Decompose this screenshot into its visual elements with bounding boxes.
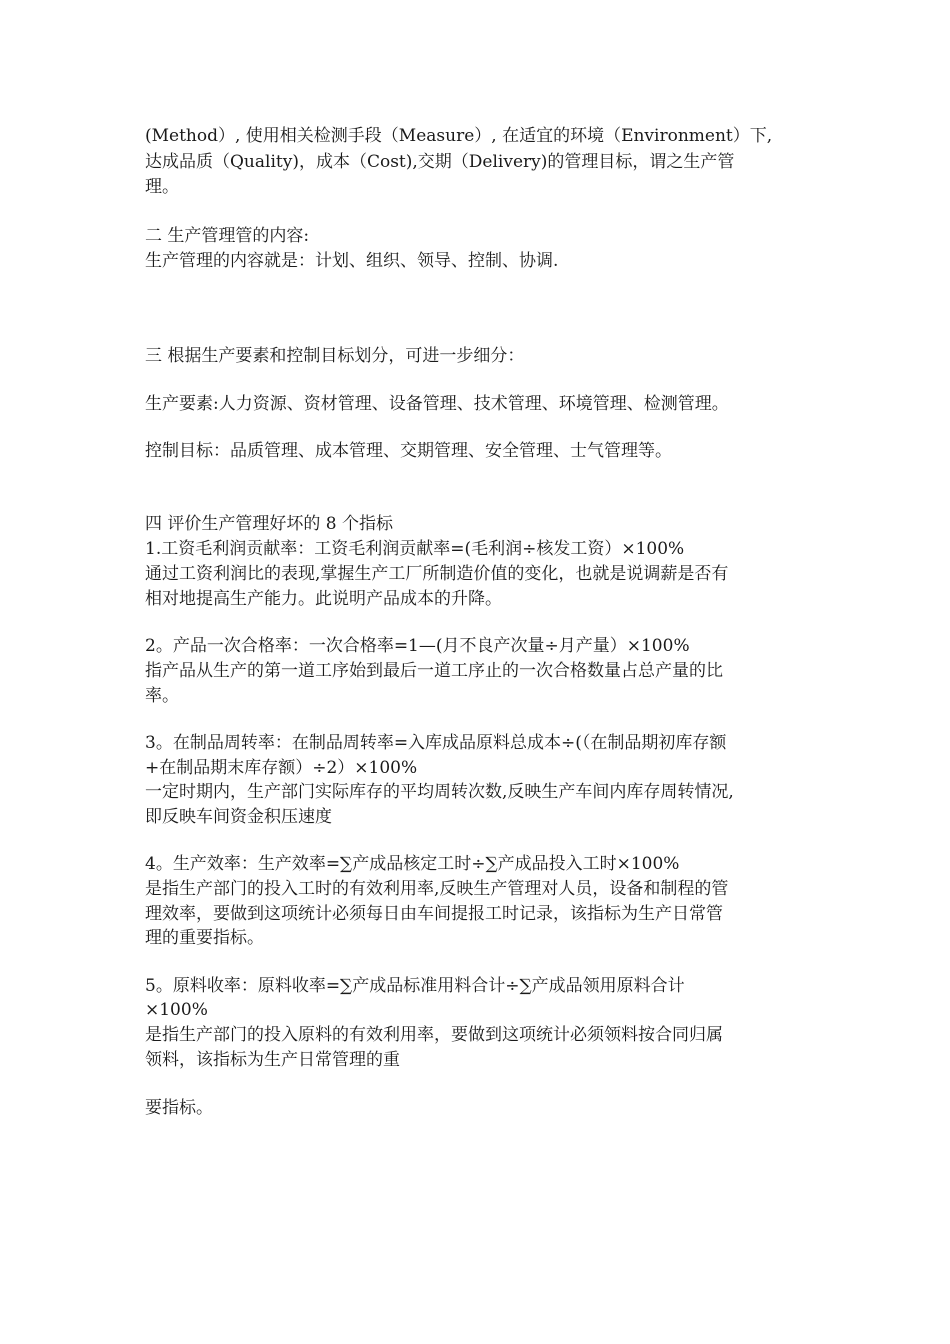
item-5-desc-2: 领料，该指标为生产日常管理的重 (145, 1050, 400, 1070)
section-2-heading: 二 生产管理管的内容: (145, 226, 310, 246)
item-1-desc-2: 相对地提高生产能力。此说明产品成本的升降。 (145, 589, 502, 609)
section-4-heading: 四 评价生产管理好坏的 8 个指标 (145, 514, 394, 534)
item-1-formula: 1.工资毛利润贡献率：工资毛利润贡献率=(毛利润÷核发工资）×100% (145, 539, 685, 559)
section-3-factors: 生产要素:人力资源、资材管理、设备管理、技术管理、环境管理、检测管理。 (145, 394, 729, 414)
item-5-formula-1: 5。原料收率：原料收率=∑产成品标准用料合计÷∑产成品领用原料合计 (145, 976, 685, 996)
section-3-targets: 控制目标：品质管理、成本管理、交期管理、安全管理、士气管理等。 (145, 441, 672, 461)
item-4-desc-2: 理效率，要做到这项统计必须每日由车间提报工时记录，该指标为生产日常管 (145, 904, 723, 924)
item-2-desc-2: 率。 (145, 686, 179, 706)
item-5-formula-2: ×100% (145, 1000, 208, 1020)
item-3-desc-1: 一定时期内，生产部门实际库存的平均周转次数,反映生产车间内库存周转情况, (145, 782, 734, 802)
item-3-desc-2: 即反映车间资金积压速度 (145, 807, 332, 827)
item-2-desc-1: 指产品从生产的第一道工序始到最后一道工序止的一次合格数量占总产量的比 (145, 661, 723, 681)
intro-line-1: (Method）, 使用相关检测手段（Measure）, 在适宜的环境（Environment）下, (145, 126, 773, 146)
item-5-desc-3: 要指标。 (145, 1098, 213, 1118)
intro-line-3: 理。 (145, 177, 179, 197)
section-2-body: 生产管理的内容就是：计划、组织、领导、控制、协调. (145, 251, 559, 271)
item-1-desc-1: 通过工资利润比的表现,掌握生产工厂所制造价值的变化，也就是说调薪是否有 (145, 564, 729, 584)
item-3-formula-2: +在制品期末库存额）÷2）×100% (145, 758, 418, 778)
item-2-formula: 2。产品一次合格率：一次合格率=1—(月不良产次量÷月产量）×100% (145, 636, 690, 656)
item-3-formula-1: 3。在制品周转率：在制品周转率=入库成品原料总成本÷(（在制品期初库存额 (145, 733, 727, 753)
item-4-desc-1: 是指生产部门的投入工时的有效利用率,反映生产管理对人员，设备和制程的管 (145, 879, 729, 899)
item-4-formula: 4。生产效率：生产效率=∑产成品核定工时÷∑产成品投入工时×100% (145, 854, 680, 874)
section-3-heading: 三 根据生产要素和控制目标划分，可进一步细分： (145, 346, 525, 366)
intro-line-2: 达成品质（Quality)，成本（Cost),交期（Delivery)的管理目标，谓之生产管 (145, 152, 735, 172)
item-4-desc-3: 理的重要指标。 (145, 928, 264, 948)
item-5-desc-1: 是指生产部门的投入原料的有效利用率，要做到这项统计必须领料按合同归属 (145, 1025, 723, 1045)
